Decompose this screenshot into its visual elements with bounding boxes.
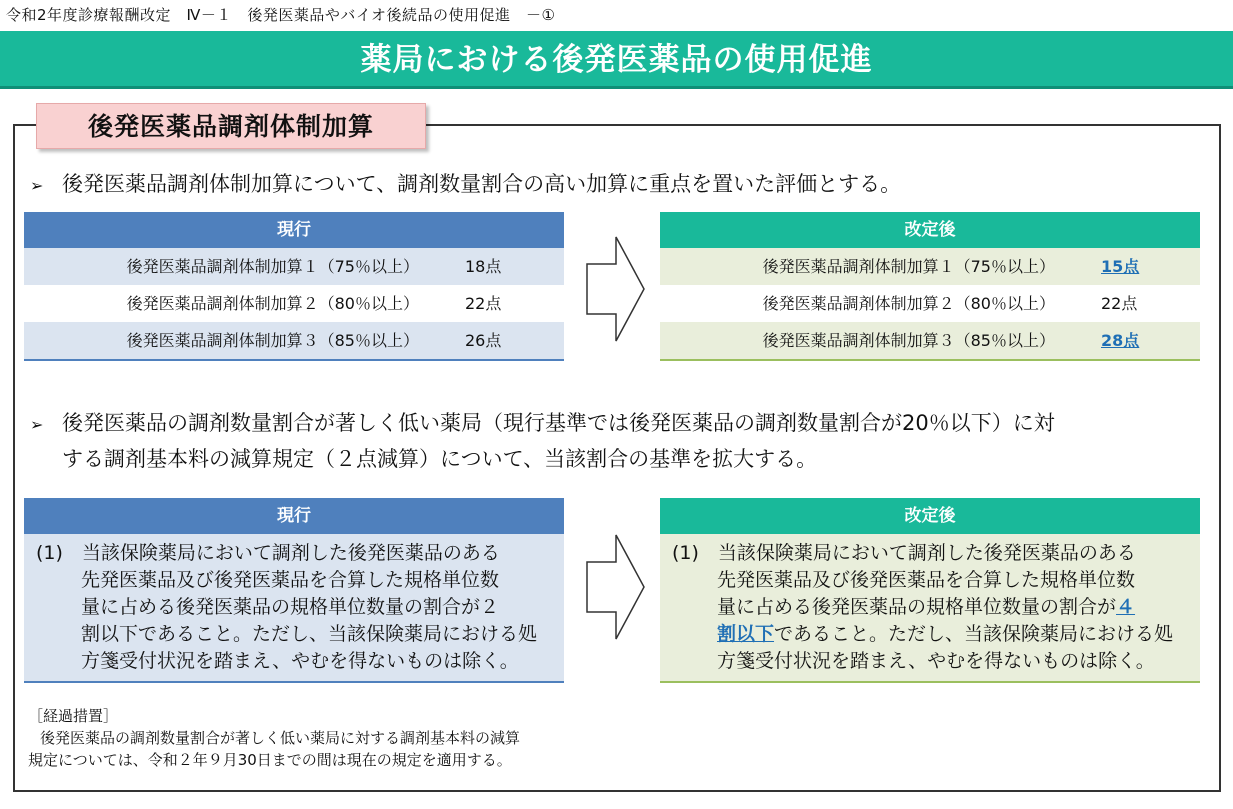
row-points: 26点 [465,331,502,350]
rule-line: 割以下であること。ただし、当該保険薬局における処 [81,623,538,645]
row-name: 後発医薬品調剤体制加算２（80％以上） [126,294,419,313]
page-title: 薬局における後発医薬品の使用促進 [360,42,873,78]
box-body [24,534,564,681]
rule-line [672,621,1190,648]
row-points-highlight: 15点 [1101,257,1140,276]
rule-line: 先発医薬品及び後発医薬品を合算した規格単位数 [81,569,500,591]
bullet-point-2 [30,406,1055,476]
right-arrow-icon [586,236,646,342]
table-row [24,248,564,285]
arrow-bullet-icon: ➢ [30,176,44,195]
rule-text: 量に占める後発医薬品の規格単位数量の割合が [717,596,1117,618]
table-row [660,248,1200,285]
row-points: 22点 [1101,294,1138,313]
table-header: 改定後 [660,212,1200,248]
current-points-table [24,212,564,361]
table-row [24,285,564,322]
bullet-point-1 [30,167,901,203]
transition-measure [28,705,520,771]
right-arrow-icon [586,534,646,640]
rule-highlight: ４ [1116,596,1136,618]
rule-line: (1) 当該保険薬局において調剤した後発医薬品のある [672,542,1136,564]
bullet-text: 後発医薬品調剤体制加算について、調剤数量割合の高い加算に重点を置いた評価とする。 [62,172,902,196]
row-name: 後発医薬品調剤体制加算３（85％以上） [126,331,419,350]
table-row [660,285,1200,322]
box-header: 現行 [24,498,564,534]
rule-line: (1) 当該保険薬局において調剤した後発医薬品のある [36,542,500,564]
rule-highlight: 割以下 [717,623,775,645]
rule-line: 方箋受付状況を踏まえ、やむを得ないものは除く。 [81,650,519,672]
revised-points-table [660,212,1200,361]
rule-line [672,594,1190,621]
rule-text: であること。ただし、当該保険薬局における処 [774,623,1174,645]
current-rule-box [24,498,564,683]
box-header: 改定後 [660,498,1200,534]
slide-caption: 令和2年度診療報酬改定 Ⅳ－１ 後発医薬品やバイオ後続品の使用促進 －① [6,6,556,24]
row-name: 後発医薬品調剤体制加算２（80％以上） [762,294,1055,313]
revised-rule-box [660,498,1200,683]
row-points-highlight: 28点 [1101,331,1140,350]
rule-line: 量に占める後発医薬品の規格単位数量の割合が２ [81,596,500,618]
bullet-text-line2: する調剤基本料の減算規定（２点減算）について、当該割合の基準を拡大する。 [62,447,818,471]
rule-line: 方箋受付状況を踏まえ、やむを得ないものは除く。 [717,650,1155,672]
row-name: 後発医薬品調剤体制加算１（75％以上） [762,257,1055,276]
row-points: 18点 [465,257,502,276]
table-row [660,322,1200,359]
transition-line: 後発医薬品の調剤数量割合が著しく低い薬局に対する調剤基本料の減算 [40,729,521,747]
row-name: 後発医薬品調剤体制加算３（85％以上） [762,331,1055,350]
transition-line: 規定については、令和２年９月30日までの間は現在の規定を適用する。 [28,751,512,769]
row-name: 後発医薬品調剤体制加算１（75％以上） [126,257,419,276]
box-body [660,534,1200,681]
row-points: 22点 [465,294,502,313]
section-tag: 後発医薬品調剤体制加算 [36,103,426,149]
transition-title: ［経過措置］ [28,707,119,725]
bullet-text-line1: 後発医薬品の調剤数量割合が著しく低い薬局（現行基準では後発医薬品の調剤数量割合が20％以下）に対 [62,411,1055,435]
table-header: 現行 [24,212,564,248]
arrow-bullet-icon: ➢ [30,415,44,434]
rule-line: 先発医薬品及び後発医薬品を合算した規格単位数 [717,569,1136,591]
title-bar [0,31,1233,89]
table-row [24,322,564,359]
